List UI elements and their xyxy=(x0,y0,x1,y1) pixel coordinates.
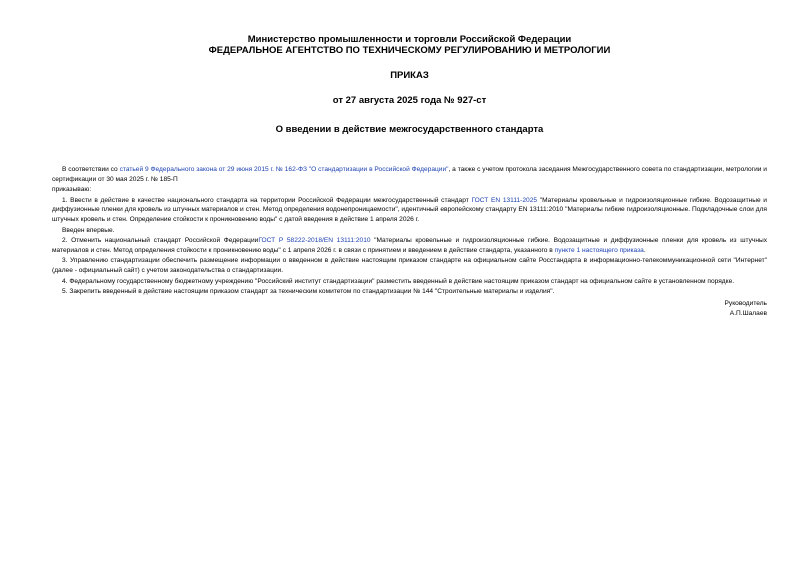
item-1-note: Введен впервые. xyxy=(62,226,115,234)
signature-block xyxy=(52,299,767,319)
document-body xyxy=(52,165,767,297)
gost-r-58222-2018-link[interactable]: ГОСТ Р 58222-2018/EN 13111:2010 xyxy=(258,237,371,245)
order-heading: ПРИКАЗ xyxy=(390,70,429,81)
document-page xyxy=(52,34,767,319)
item-1-text-2: "Материалы кровельные и гидроизоляционные гибкие. Водозащитные и диффузионные пленки для кровель из штучных материалов и стен. Метод определения водонепроницаемости", идентичный европейскому стандарту EN 13111:2010 "Материалы гибкие гидроизоляционные. Подкладочные слои для штучных кровель и стен. Определение стойкости к проникновению воды" с датой введения в действие 1 апреля 2026 г. xyxy=(52,196,767,223)
order-line: приказываю: xyxy=(52,186,92,194)
item-2-text-3: . xyxy=(643,246,646,254)
item-1-text-1: 1. Ввести в действие в качестве национального стандарта на территории Российской Федерации межгосударственный стандарт xyxy=(62,196,472,204)
preamble-paragraph xyxy=(52,165,767,184)
document-title: О введении в действие межгосударственного стандарта xyxy=(275,124,544,135)
item-2-paragraph xyxy=(52,236,767,255)
gost-en-13111-2025-link[interactable]: ГОСТ EN 13111-2025 xyxy=(471,196,538,204)
item-1-reference-link[interactable]: пункте 1 настоящего приказа xyxy=(554,246,644,254)
federal-law-link[interactable]: статьей 9 Федерального закона от 29 июня 2015 г. № 162-ФЗ "О стандартизации в Российской Федерации" xyxy=(119,166,449,173)
item-2-text-1: 2. Отменить национальный стандарт Российской Федерации xyxy=(62,237,259,245)
item-4-paragraph: 4. Федеральному государственному бюджетному учреждению "Российский институт стандартизации" разместить введенный в действие настоящим приказом стандарт на официальном сайте в установленном порядке. xyxy=(62,277,735,285)
signatory-position: Руководитель xyxy=(724,299,767,307)
signatory-name: А.П.Шалаев xyxy=(729,309,767,317)
item-2-text-2: "Материалы кровельные и гидроизоляционные гибкие. Водозащитные и диффузионные пленки для кровель из штучных материалов и стен. Метод определения стойкости к проникновению воды" с 1 апреля 2026 г. в связи с принятием и введением в действие стандарта, указанного в xyxy=(52,237,767,254)
preamble-text-2: , а также с учетом протокола заседания Межгосударственного совета по стандартизации, метрологии и сертификации от 30 мая 2025 г. № 185-П xyxy=(52,166,767,183)
order-date: от 27 августа 2025 года № 927-ст xyxy=(332,95,487,106)
ministry-name: Министерство промышленности и торговли Российской Федерации xyxy=(247,34,572,45)
agency-name: ФЕДЕРАЛЬНОЕ АГЕНТСТВО ПО ТЕХНИЧЕСКОМУ РЕГУЛИРОВАНИЮ И МЕТРОЛОГИИ xyxy=(208,45,611,56)
preamble-text-1: В соответствии со xyxy=(62,166,120,173)
item-1-paragraph xyxy=(52,196,767,225)
item-3-paragraph: 3. Управлению стандартизации обеспечить размещение информации о введенном в действие настоящим приказом стандарте на официальном сайте Росстандарта в информационно-телекоммуникационной сети "Интернет" (далее - официальный сайт) с учетом законодательства о стандартизации. xyxy=(52,257,767,274)
item-5-paragraph: 5. Закрепить введенный в действие настоящим приказом стандарт за техническим комитетом по стандартизации № 144 "Строительные материалы и изделия". xyxy=(62,288,555,296)
